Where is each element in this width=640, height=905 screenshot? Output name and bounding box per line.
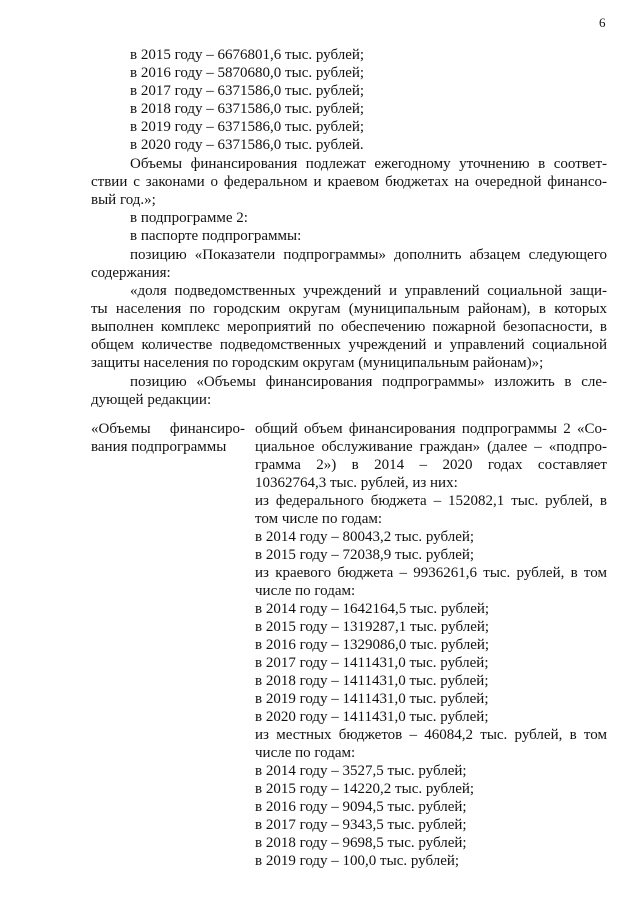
- text-line: в 2017 году – 6371586,0 тыс. рублей;: [130, 83, 365, 99]
- text-line: в паспорте подпрограммы:: [130, 228, 302, 244]
- table-right-cell-line: в 2015 году – 72038,9 тыс. рублей;: [255, 547, 475, 563]
- table-left-cell-line: вания подпрограммы: [91, 439, 227, 455]
- page-number: 6: [599, 15, 606, 30]
- table-right-cell-line: в 2015 году – 14220,2 тыс. рублей;: [255, 781, 475, 797]
- table-right-cell-line: в 2016 году – 9094,5 тыс. рублей;: [255, 799, 467, 815]
- table-right-cell-line: общий объем финансирования подпрограммы 2 «Со-: [255, 421, 607, 437]
- table-right-cell-line: в 2018 году – 1411431,0 тыс. рублей;: [255, 673, 489, 689]
- table-right-cell-line: в 2019 году – 1411431,0 тыс. рублей;: [255, 691, 489, 707]
- quote-line: «доля подведомственных учреждений и управлений социальной защи-: [130, 283, 607, 299]
- table-right-cell-line: в 2014 году – 1642164,5 тыс. рублей;: [255, 601, 490, 617]
- text-line: в 2016 году – 5870680,0 тыс. рублей;: [130, 65, 365, 81]
- table-right-cell-line: том числе по годам:: [255, 511, 383, 527]
- table-right-cell-line: из местных бюджетов – 46084,2 тыс. рублей, в том: [255, 727, 607, 743]
- table-right-cell-line: из краевого бюджета – 9936261,6 тыс. рублей, в том: [255, 565, 607, 581]
- text-line: в подпрограмме 2:: [130, 210, 248, 226]
- table-right-cell-line: в 2016 году – 1329086,0 тыс. рублей;: [255, 637, 490, 653]
- table-left-cell-line: «Объемы финансиро-: [91, 421, 245, 437]
- table-right-cell-line: в 2019 году – 100,0 тыс. рублей;: [255, 853, 460, 869]
- quote-line: ты населения по городским округам (муниципальным районам), в которых: [91, 301, 607, 317]
- table-right-cell-line: в 2014 году – 3527,5 тыс. рублей;: [255, 763, 467, 779]
- paragraph-line: содержания:: [91, 265, 171, 281]
- table-right-cell-line: в 2020 году – 1411431,0 тыс. рублей;: [255, 709, 489, 725]
- quote-line: защиты населения по городским округам (муниципальным районам)»;: [91, 355, 544, 371]
- table-right-cell-line: в 2014 году – 80043,2 тыс. рублей;: [255, 529, 475, 545]
- table-right-cell-line: циальное обслуживание граждан» (далее – «подпро-: [255, 439, 607, 455]
- paragraph-line: ствии с законами о федеральном и краевом бюджетах на очередной финансо-: [91, 174, 607, 190]
- table-right-cell-line: в 2015 году – 1319287,1 тыс. рублей;: [255, 619, 490, 635]
- paragraph-line: вый год.»;: [91, 192, 156, 208]
- table-right-cell-line: в 2017 году – 1411431,0 тыс. рублей;: [255, 655, 489, 671]
- text-line: в 2015 году – 6676801,6 тыс. рублей;: [130, 47, 365, 63]
- table-right-cell-line: в 2018 году – 9698,5 тыс. рублей;: [255, 835, 467, 851]
- text-line: в 2020 году – 6371586,0 тыс. рублей.: [130, 137, 364, 153]
- table-right-cell-line: грамма 2») в 2014 – 2020 годах составляет: [255, 457, 607, 473]
- quote-line: общем количестве подведомственных учреждений и управлений социальной: [91, 337, 607, 353]
- table-right-cell-line: числе по годам:: [255, 745, 356, 761]
- paragraph-line: позицию «Объемы финансирования подпрограммы» изложить в сле-: [130, 374, 607, 390]
- table-right-cell-line: из федерального бюджета – 152082,1 тыс. рублей, в: [255, 493, 607, 509]
- text-line: в 2018 году – 6371586,0 тыс. рублей;: [130, 101, 365, 117]
- paragraph-line: позицию «Показатели подпрограммы» дополнить абзацем следующего: [130, 247, 607, 263]
- table-right-cell-line: 10362764,3 тыс. рублей, из них:: [255, 475, 458, 491]
- paragraph-line: дующей редакции:: [91, 392, 212, 408]
- text-line: в 2019 году – 6371586,0 тыс. рублей;: [130, 119, 365, 135]
- quote-line: выполнен комплекс мероприятий по обеспечению пожарной безопасности, в: [91, 319, 607, 335]
- paragraph-line: Объемы финансирования подлежат ежегодному уточнению в соответ-: [130, 156, 607, 172]
- table-right-cell-line: в 2017 году – 9343,5 тыс. рублей;: [255, 817, 467, 833]
- table-right-cell-line: числе по годам:: [255, 583, 356, 599]
